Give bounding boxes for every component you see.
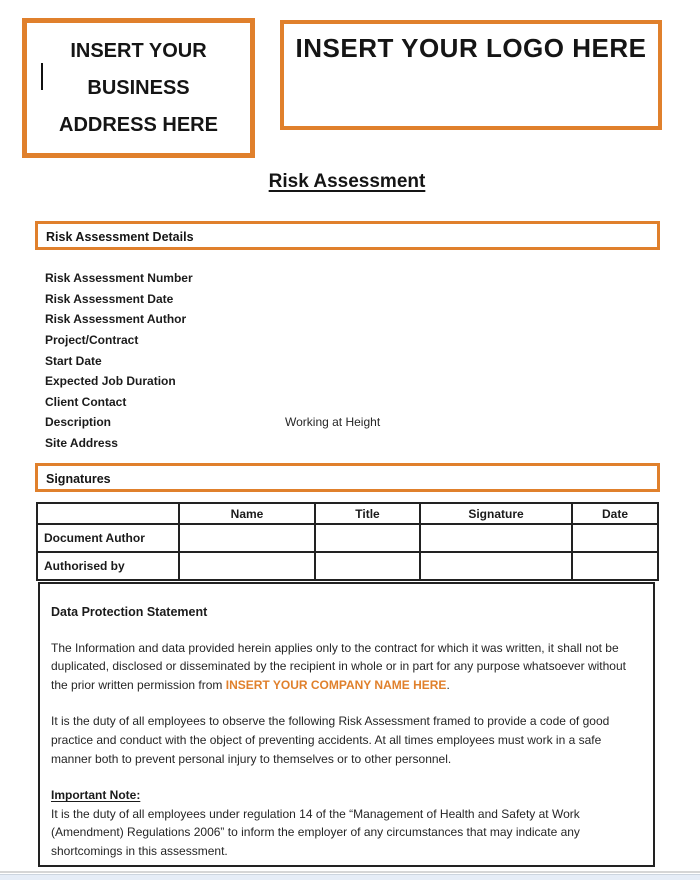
cell-document-author-date[interactable] (572, 524, 658, 552)
detail-row-project-contract (45, 330, 655, 351)
field-label: Description (45, 415, 112, 430)
important-note-label: Important Note: (51, 788, 141, 803)
cell-authorised-by-signature[interactable] (420, 552, 572, 580)
section-header-signatures (35, 463, 660, 492)
paragraph-1-period: . (446, 677, 450, 692)
section-header-details-label: Risk Assessment Details (46, 230, 194, 244)
field-label: Project/Contract (45, 333, 139, 348)
table-row-document-author (37, 524, 658, 552)
col-header-name: Name (179, 503, 315, 524)
important-note-paragraph: It is the duty of all employees under regulation 14 of the “Management of Health and Safety at Work (Amendment) Regulations 2006” to inform the employer of any circumstances that may indicate any shortcomings in this assessment. (51, 806, 580, 858)
cell-authorised-by-name[interactable] (179, 552, 315, 580)
field-label: Risk Assessment Author (45, 312, 187, 327)
cell-authorised-by-date[interactable] (572, 552, 658, 580)
logo-placeholder-box[interactable] (280, 20, 662, 130)
address-line-1: INSERT YOUR (70, 39, 207, 62)
text-cursor (41, 63, 43, 90)
detail-row-start-date (45, 350, 655, 371)
cell-document-author-title[interactable] (315, 524, 420, 552)
cell-authorised-by-title[interactable] (315, 552, 420, 580)
col-header-blank (37, 503, 179, 524)
detail-row-description (45, 412, 655, 433)
col-header-title: Title (315, 503, 420, 524)
address-line-3: ADDRESS HERE (59, 113, 218, 136)
table-row-authorised-by (37, 552, 658, 580)
field-value-description[interactable]: Working at Height (285, 415, 381, 430)
data-protection-paragraph-2: It is the duty of all employees to observe the following Risk Assessment framed to provide a code of good practice and conduct with the object of preventing accidents. At all times employees must work in a safe manner both to prevent personal injury to themselves or to other personnel. (51, 714, 610, 766)
data-protection-paragraph-1 (51, 639, 640, 695)
row-label-authorised-by: Authorised by (37, 552, 179, 580)
detail-row-site-address (45, 433, 655, 454)
signatures-header-row (37, 503, 658, 524)
section-header-signatures-label: Signatures (46, 472, 111, 486)
field-label: Risk Assessment Date (45, 291, 174, 306)
detail-row-risk-assessment-author (45, 309, 655, 330)
viewport-bottom-strip (0, 874, 700, 880)
field-label: Risk Assessment Number (45, 271, 193, 286)
cell-document-author-name[interactable] (179, 524, 315, 552)
row-label-document-author: Document Author (37, 524, 179, 552)
logo-placeholder-text: INSERT YOUR LOGO HERE (295, 33, 647, 63)
field-label: Site Address (45, 436, 118, 451)
col-header-signature: Signature (420, 503, 572, 524)
page-title: Risk Assessment (268, 171, 426, 192)
signatures-table (36, 502, 659, 581)
section-header-details (35, 221, 660, 250)
data-protection-heading: Data Protection Statement (51, 605, 208, 619)
data-protection-statement-box (38, 582, 655, 867)
details-field-list (45, 268, 655, 453)
cell-document-author-signature[interactable] (420, 524, 572, 552)
field-label: Client Contact (45, 394, 127, 409)
detail-row-risk-assessment-number (45, 268, 655, 289)
detail-row-risk-assessment-date (45, 289, 655, 310)
company-name-placeholder: INSERT YOUR COMPANY NAME HERE (225, 677, 447, 692)
detail-row-client-contact (45, 392, 655, 413)
signatures-table-wrap (36, 502, 657, 581)
col-header-date: Date (572, 503, 658, 524)
paragraph-1-text: The Information and data provided herein applies only to the contract for which it was written, it shall not be duplicated, disclosed or disseminated by the recipient in whole or in part for any purpose whatsoever without the prior written permission from (51, 640, 626, 692)
address-line-2: BUSINESS (87, 76, 190, 99)
page-bottom-divider (0, 871, 700, 873)
business-address-box[interactable] (22, 18, 255, 158)
field-label: Start Date (45, 353, 102, 368)
detail-row-expected-job-duration (45, 371, 655, 392)
field-label: Expected Job Duration (45, 374, 176, 389)
